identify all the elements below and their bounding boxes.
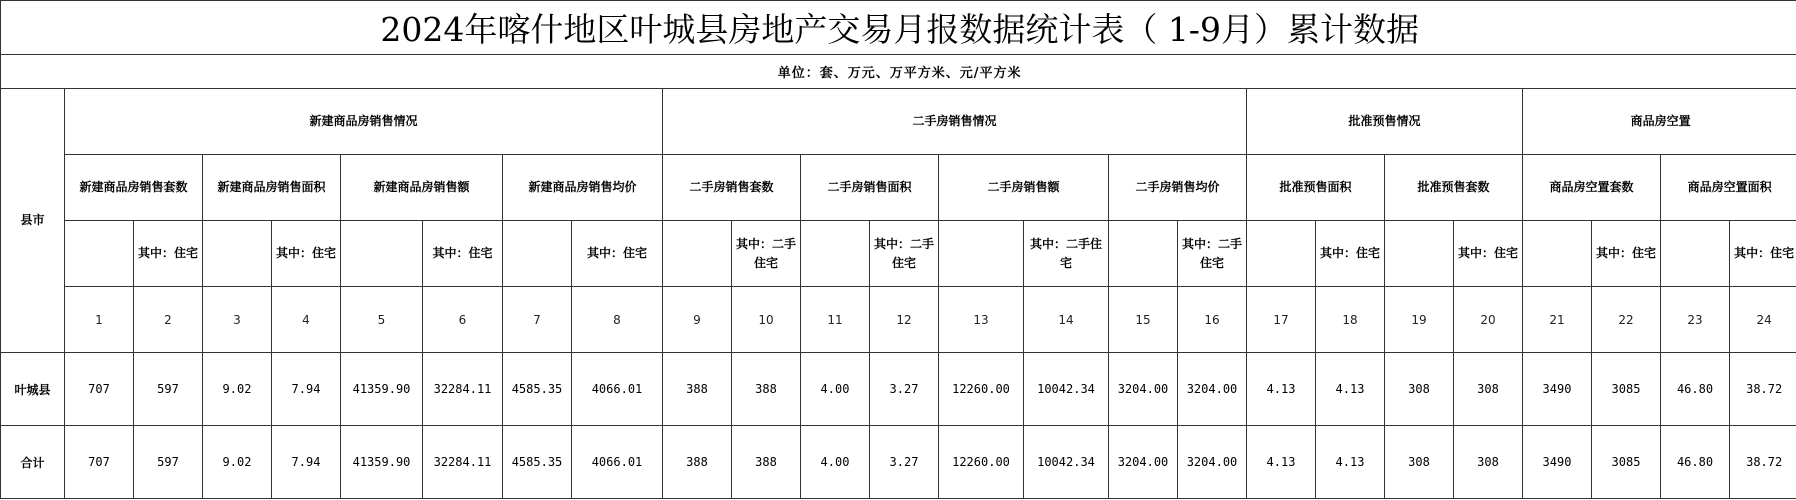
- data-cell: 308: [1385, 353, 1454, 426]
- data-cell: 3.27: [870, 426, 939, 499]
- data-cell: 707: [65, 426, 134, 499]
- column-number: 14: [1024, 287, 1109, 353]
- data-cell: 41359.90: [341, 353, 423, 426]
- column-number: 2: [134, 287, 203, 353]
- data-cell: 10042.34: [1024, 426, 1109, 499]
- header-sh-area: 二手房销售面积: [801, 155, 939, 221]
- group-vacancy: 商品房空置: [1523, 89, 1796, 155]
- column-number: 18: [1316, 287, 1385, 353]
- page-title: 2024年喀什地区叶城县房地产交易月报数据统计表（ 1-9月）累计数据: [1, 1, 1796, 55]
- header-blank: [1109, 221, 1178, 287]
- data-cell: 38.72: [1730, 353, 1796, 426]
- header-blank: [503, 221, 572, 287]
- data-cell: 10042.34: [1024, 353, 1109, 426]
- column-number: 5: [341, 287, 423, 353]
- header-vac-units: 商品房空置套数: [1523, 155, 1661, 221]
- header-ps-units: 批准预售套数: [1385, 155, 1523, 221]
- data-cell: 4066.01: [572, 353, 663, 426]
- column-number: 8: [572, 287, 663, 353]
- column-number: 19: [1385, 287, 1454, 353]
- data-cell: 3085: [1592, 426, 1661, 499]
- data-cell: 4585.35: [503, 353, 572, 426]
- data-cell: 46.80: [1661, 426, 1730, 499]
- data-cell: 38.72: [1730, 426, 1796, 499]
- data-cell: 41359.90: [341, 426, 423, 499]
- data-cell: 32284.11: [423, 353, 503, 426]
- data-cell: 3204.00: [1178, 353, 1247, 426]
- group-presale: 批准预售情况: [1247, 89, 1523, 155]
- data-cell: 9.02: [203, 426, 272, 499]
- column-number: 9: [663, 287, 732, 353]
- column-number: 20: [1454, 287, 1523, 353]
- header-blank: [1523, 221, 1592, 287]
- column-number: 15: [1109, 287, 1178, 353]
- header-of-which-residential: 其中：住宅: [134, 221, 203, 287]
- header-sh-units: 二手房销售套数: [663, 155, 801, 221]
- data-cell: 32284.11: [423, 426, 503, 499]
- header-blank: [663, 221, 732, 287]
- header-new-area: 新建商品房销售面积: [203, 155, 341, 221]
- header-of-which-residential: 其中：住宅: [1316, 221, 1385, 287]
- column-number-row: [1, 287, 1796, 353]
- sub-header-row: [1, 155, 1796, 221]
- data-cell: 3.27: [870, 353, 939, 426]
- data-cell: 4585.35: [503, 426, 572, 499]
- header-blank: [203, 221, 272, 287]
- row-name: 叶城县: [1, 353, 65, 426]
- header-of-which-sh-residential: 其中：二手住宅: [1024, 221, 1109, 287]
- table-row: [1, 353, 1796, 426]
- header-of-which-sh-residential: 其中：二手住宅: [1178, 221, 1247, 287]
- data-cell: 3204.00: [1109, 426, 1178, 499]
- header-of-which-sh-residential: 其中：二手住宅: [870, 221, 939, 287]
- row-name: 合计: [1, 426, 65, 499]
- header-blank: [341, 221, 423, 287]
- column-number: 17: [1247, 287, 1316, 353]
- header-new-units: 新建商品房销售套数: [65, 155, 203, 221]
- column-number: 6: [423, 287, 503, 353]
- header-blank: [801, 221, 870, 287]
- column-number: 1: [65, 287, 134, 353]
- header-of-which-residential: 其中：住宅: [1730, 221, 1796, 287]
- unit-row: [1, 55, 1796, 89]
- column-number: 4: [272, 287, 341, 353]
- group-header-row: [1, 89, 1796, 155]
- column-number: 21: [1523, 287, 1592, 353]
- data-cell: 308: [1454, 353, 1523, 426]
- column-number: 23: [1661, 287, 1730, 353]
- header-of-which-residential: 其中：住宅: [423, 221, 503, 287]
- data-cell: 4066.01: [572, 426, 663, 499]
- header-vac-area: 商品房空置面积: [1661, 155, 1796, 221]
- header-blank: [1661, 221, 1730, 287]
- data-cell: 9.02: [203, 353, 272, 426]
- data-cell: 7.94: [272, 426, 341, 499]
- header-blank: [939, 221, 1024, 287]
- data-cell: 3490: [1523, 353, 1592, 426]
- data-cell: 4.13: [1316, 353, 1385, 426]
- data-cell: 7.94: [272, 353, 341, 426]
- group-new-sales: 新建商品房销售情况: [65, 89, 663, 155]
- data-cell: 4.13: [1247, 426, 1316, 499]
- header-blank: [65, 221, 134, 287]
- header-of-which-residential: 其中：住宅: [572, 221, 663, 287]
- column-number: 3: [203, 287, 272, 353]
- column-number: 11: [801, 287, 870, 353]
- data-cell: 4.00: [801, 353, 870, 426]
- data-cell: 388: [663, 353, 732, 426]
- column-number: 24: [1730, 287, 1796, 353]
- header-new-price: 新建商品房销售均价: [503, 155, 663, 221]
- column-number: 12: [870, 287, 939, 353]
- unit-note: 单位：套、万元、万平方米、元/平方米: [1, 55, 1796, 89]
- data-cell: 4.13: [1247, 353, 1316, 426]
- data-cell: 707: [65, 353, 134, 426]
- data-cell: 3204.00: [1109, 353, 1178, 426]
- header-of-which-residential: 其中：住宅: [1592, 221, 1661, 287]
- data-cell: 12260.00: [939, 353, 1024, 426]
- table-row: [1, 426, 1796, 499]
- data-cell: 3490: [1523, 426, 1592, 499]
- data-cell: 388: [732, 353, 801, 426]
- data-cell: 3085: [1592, 353, 1661, 426]
- header-blank: [1247, 221, 1316, 287]
- data-cell: 597: [134, 353, 203, 426]
- header-ps-area: 批准预售面积: [1247, 155, 1385, 221]
- column-number: 22: [1592, 287, 1661, 353]
- column-number: 13: [939, 287, 1024, 353]
- data-cell: 597: [134, 426, 203, 499]
- data-cell: 4.00: [801, 426, 870, 499]
- header-sh-amount: 二手房销售额: [939, 155, 1109, 221]
- data-cell: 308: [1454, 426, 1523, 499]
- column-number: 16: [1178, 287, 1247, 353]
- county-header: 县市: [1, 89, 65, 353]
- data-cell: 46.80: [1661, 353, 1730, 426]
- data-cell: 308: [1385, 426, 1454, 499]
- header-new-amount: 新建商品房销售额: [341, 155, 503, 221]
- column-number: 7: [503, 287, 572, 353]
- data-cell: 4.13: [1316, 426, 1385, 499]
- detail-header-row: [1, 221, 1796, 287]
- title-row: [1, 1, 1796, 55]
- header-sh-price: 二手房销售均价: [1109, 155, 1247, 221]
- header-of-which-residential: 其中：住宅: [272, 221, 341, 287]
- header-of-which-residential: 其中：住宅: [1454, 221, 1523, 287]
- data-cell: 388: [663, 426, 732, 499]
- data-cell: 12260.00: [939, 426, 1024, 499]
- header-of-which-sh-residential: 其中：二手住宅: [732, 221, 801, 287]
- data-cell: 3204.00: [1178, 426, 1247, 499]
- group-second-hand: 二手房销售情况: [663, 89, 1247, 155]
- data-cell: 388: [732, 426, 801, 499]
- column-number: 10: [732, 287, 801, 353]
- header-blank: [1385, 221, 1454, 287]
